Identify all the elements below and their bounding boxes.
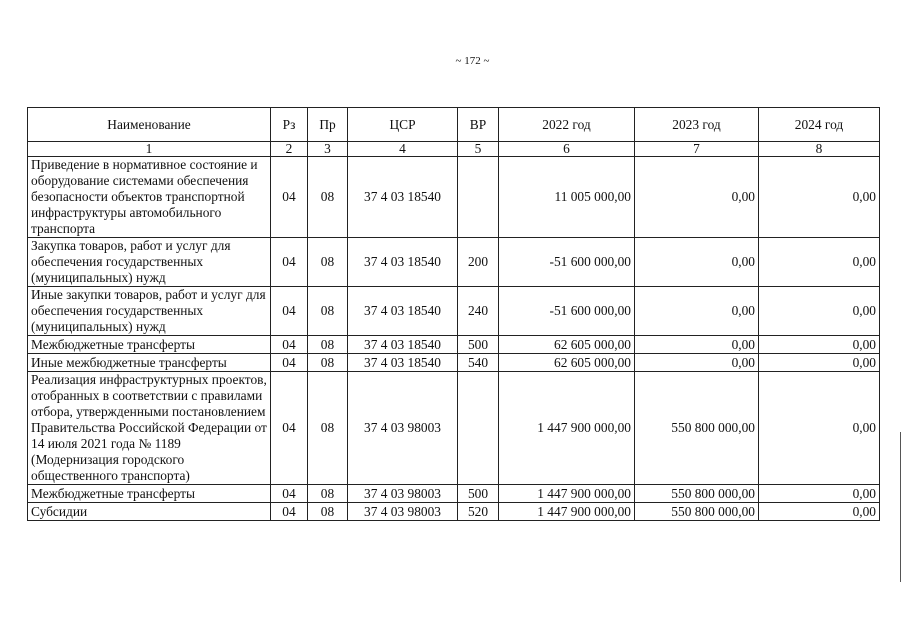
row-pr: 08	[308, 287, 348, 336]
row-2024: 0,00	[759, 336, 880, 354]
header-vr: ВР	[458, 108, 499, 142]
table-row	[28, 238, 880, 287]
row-vr: 240	[458, 287, 499, 336]
row-2023: 550 800 000,00	[635, 372, 759, 485]
row-2023: 0,00	[635, 157, 759, 238]
row-2024: 0,00	[759, 354, 880, 372]
row-rz: 04	[271, 354, 308, 372]
header-csr: ЦСР	[348, 108, 458, 142]
row-pr: 08	[308, 372, 348, 485]
row-2022: 62 605 000,00	[499, 354, 635, 372]
row-vr: 540	[458, 354, 499, 372]
header-name: Наименование	[28, 108, 271, 142]
row-2022: -51 600 000,00	[499, 238, 635, 287]
row-2024: 0,00	[759, 485, 880, 503]
row-2024: 0,00	[759, 238, 880, 287]
row-rz: 04	[271, 287, 308, 336]
row-vr	[458, 372, 499, 485]
row-name: Иные межбюджетные трансферты	[28, 354, 271, 372]
row-2024: 0,00	[759, 372, 880, 485]
column-number: 3	[308, 142, 348, 157]
row-2023: 0,00	[635, 354, 759, 372]
row-csr: 37 4 03 18540	[348, 287, 458, 336]
row-2024: 0,00	[759, 503, 880, 521]
row-2023: 0,00	[635, 238, 759, 287]
row-name: Закупка товаров, работ и услуг для обеспечения государственных (муниципальных) нужд	[28, 238, 271, 287]
header-2022: 2022 год	[499, 108, 635, 142]
column-number: 5	[458, 142, 499, 157]
column-number: 6	[499, 142, 635, 157]
table-row	[28, 287, 880, 336]
row-2022: 11 005 000,00	[499, 157, 635, 238]
scan-edge-line	[900, 432, 901, 582]
row-vr: 520	[458, 503, 499, 521]
table-row	[28, 372, 880, 485]
row-vr	[458, 157, 499, 238]
column-number: 4	[348, 142, 458, 157]
row-2023: 0,00	[635, 336, 759, 354]
row-pr: 08	[308, 354, 348, 372]
header-2023: 2023 год	[635, 108, 759, 142]
row-rz: 04	[271, 157, 308, 238]
row-name: Иные закупки товаров, работ и услуг для обеспечения государственных (муниципальных) нужд	[28, 287, 271, 336]
row-rz: 04	[271, 336, 308, 354]
row-name: Приведение в нормативное состояние и оборудование системами обеспечения безопасности объектов транспортной инфраструктуры автомобильного транспорта	[28, 157, 271, 238]
row-pr: 08	[308, 336, 348, 354]
row-csr: 37 4 03 98003	[348, 372, 458, 485]
header-rz: Рз	[271, 108, 308, 142]
table-row	[28, 503, 880, 521]
header-2024: 2024 год	[759, 108, 880, 142]
row-2023: 0,00	[635, 287, 759, 336]
table-row	[28, 157, 880, 238]
row-csr: 37 4 03 18540	[348, 238, 458, 287]
row-2024: 0,00	[759, 287, 880, 336]
row-pr: 08	[308, 503, 348, 521]
row-csr: 37 4 03 98003	[348, 485, 458, 503]
budget-table	[27, 107, 880, 521]
row-vr: 500	[458, 485, 499, 503]
row-name: Межбюджетные трансферты	[28, 336, 271, 354]
row-pr: 08	[308, 157, 348, 238]
row-name: Субсидии	[28, 503, 271, 521]
row-2022: -51 600 000,00	[499, 287, 635, 336]
column-number-row	[28, 142, 880, 157]
row-rz: 04	[271, 372, 308, 485]
row-2022: 1 447 900 000,00	[499, 485, 635, 503]
row-2023: 550 800 000,00	[635, 485, 759, 503]
page-number: ~ 172 ~	[455, 55, 490, 67]
row-csr: 37 4 03 98003	[348, 503, 458, 521]
column-number: 1	[28, 142, 271, 157]
table-row	[28, 354, 880, 372]
row-rz: 04	[271, 238, 308, 287]
row-2023: 550 800 000,00	[635, 503, 759, 521]
column-number: 7	[635, 142, 759, 157]
row-csr: 37 4 03 18540	[348, 354, 458, 372]
row-pr: 08	[308, 238, 348, 287]
row-vr: 500	[458, 336, 499, 354]
row-2022: 1 447 900 000,00	[499, 503, 635, 521]
header-row	[28, 108, 880, 142]
row-vr: 200	[458, 238, 499, 287]
row-csr: 37 4 03 18540	[348, 157, 458, 238]
table-row	[28, 485, 880, 503]
column-number: 8	[759, 142, 880, 157]
table-row	[28, 336, 880, 354]
row-pr: 08	[308, 485, 348, 503]
row-csr: 37 4 03 18540	[348, 336, 458, 354]
row-rz: 04	[271, 503, 308, 521]
row-name: Реализация инфраструктурных проектов, отобранных в соответствии с правилами отбора, утвержденными постановлением Правительства Российской Федерации от 14 июля 2021 года № 1189 (Модернизация городского общественного транспорта)	[28, 372, 271, 485]
row-2024: 0,00	[759, 157, 880, 238]
row-2022: 1 447 900 000,00	[499, 372, 635, 485]
row-2022: 62 605 000,00	[499, 336, 635, 354]
header-pr: Пр	[308, 108, 348, 142]
column-number: 2	[271, 142, 308, 157]
row-rz: 04	[271, 485, 308, 503]
row-name: Межбюджетные трансферты	[28, 485, 271, 503]
